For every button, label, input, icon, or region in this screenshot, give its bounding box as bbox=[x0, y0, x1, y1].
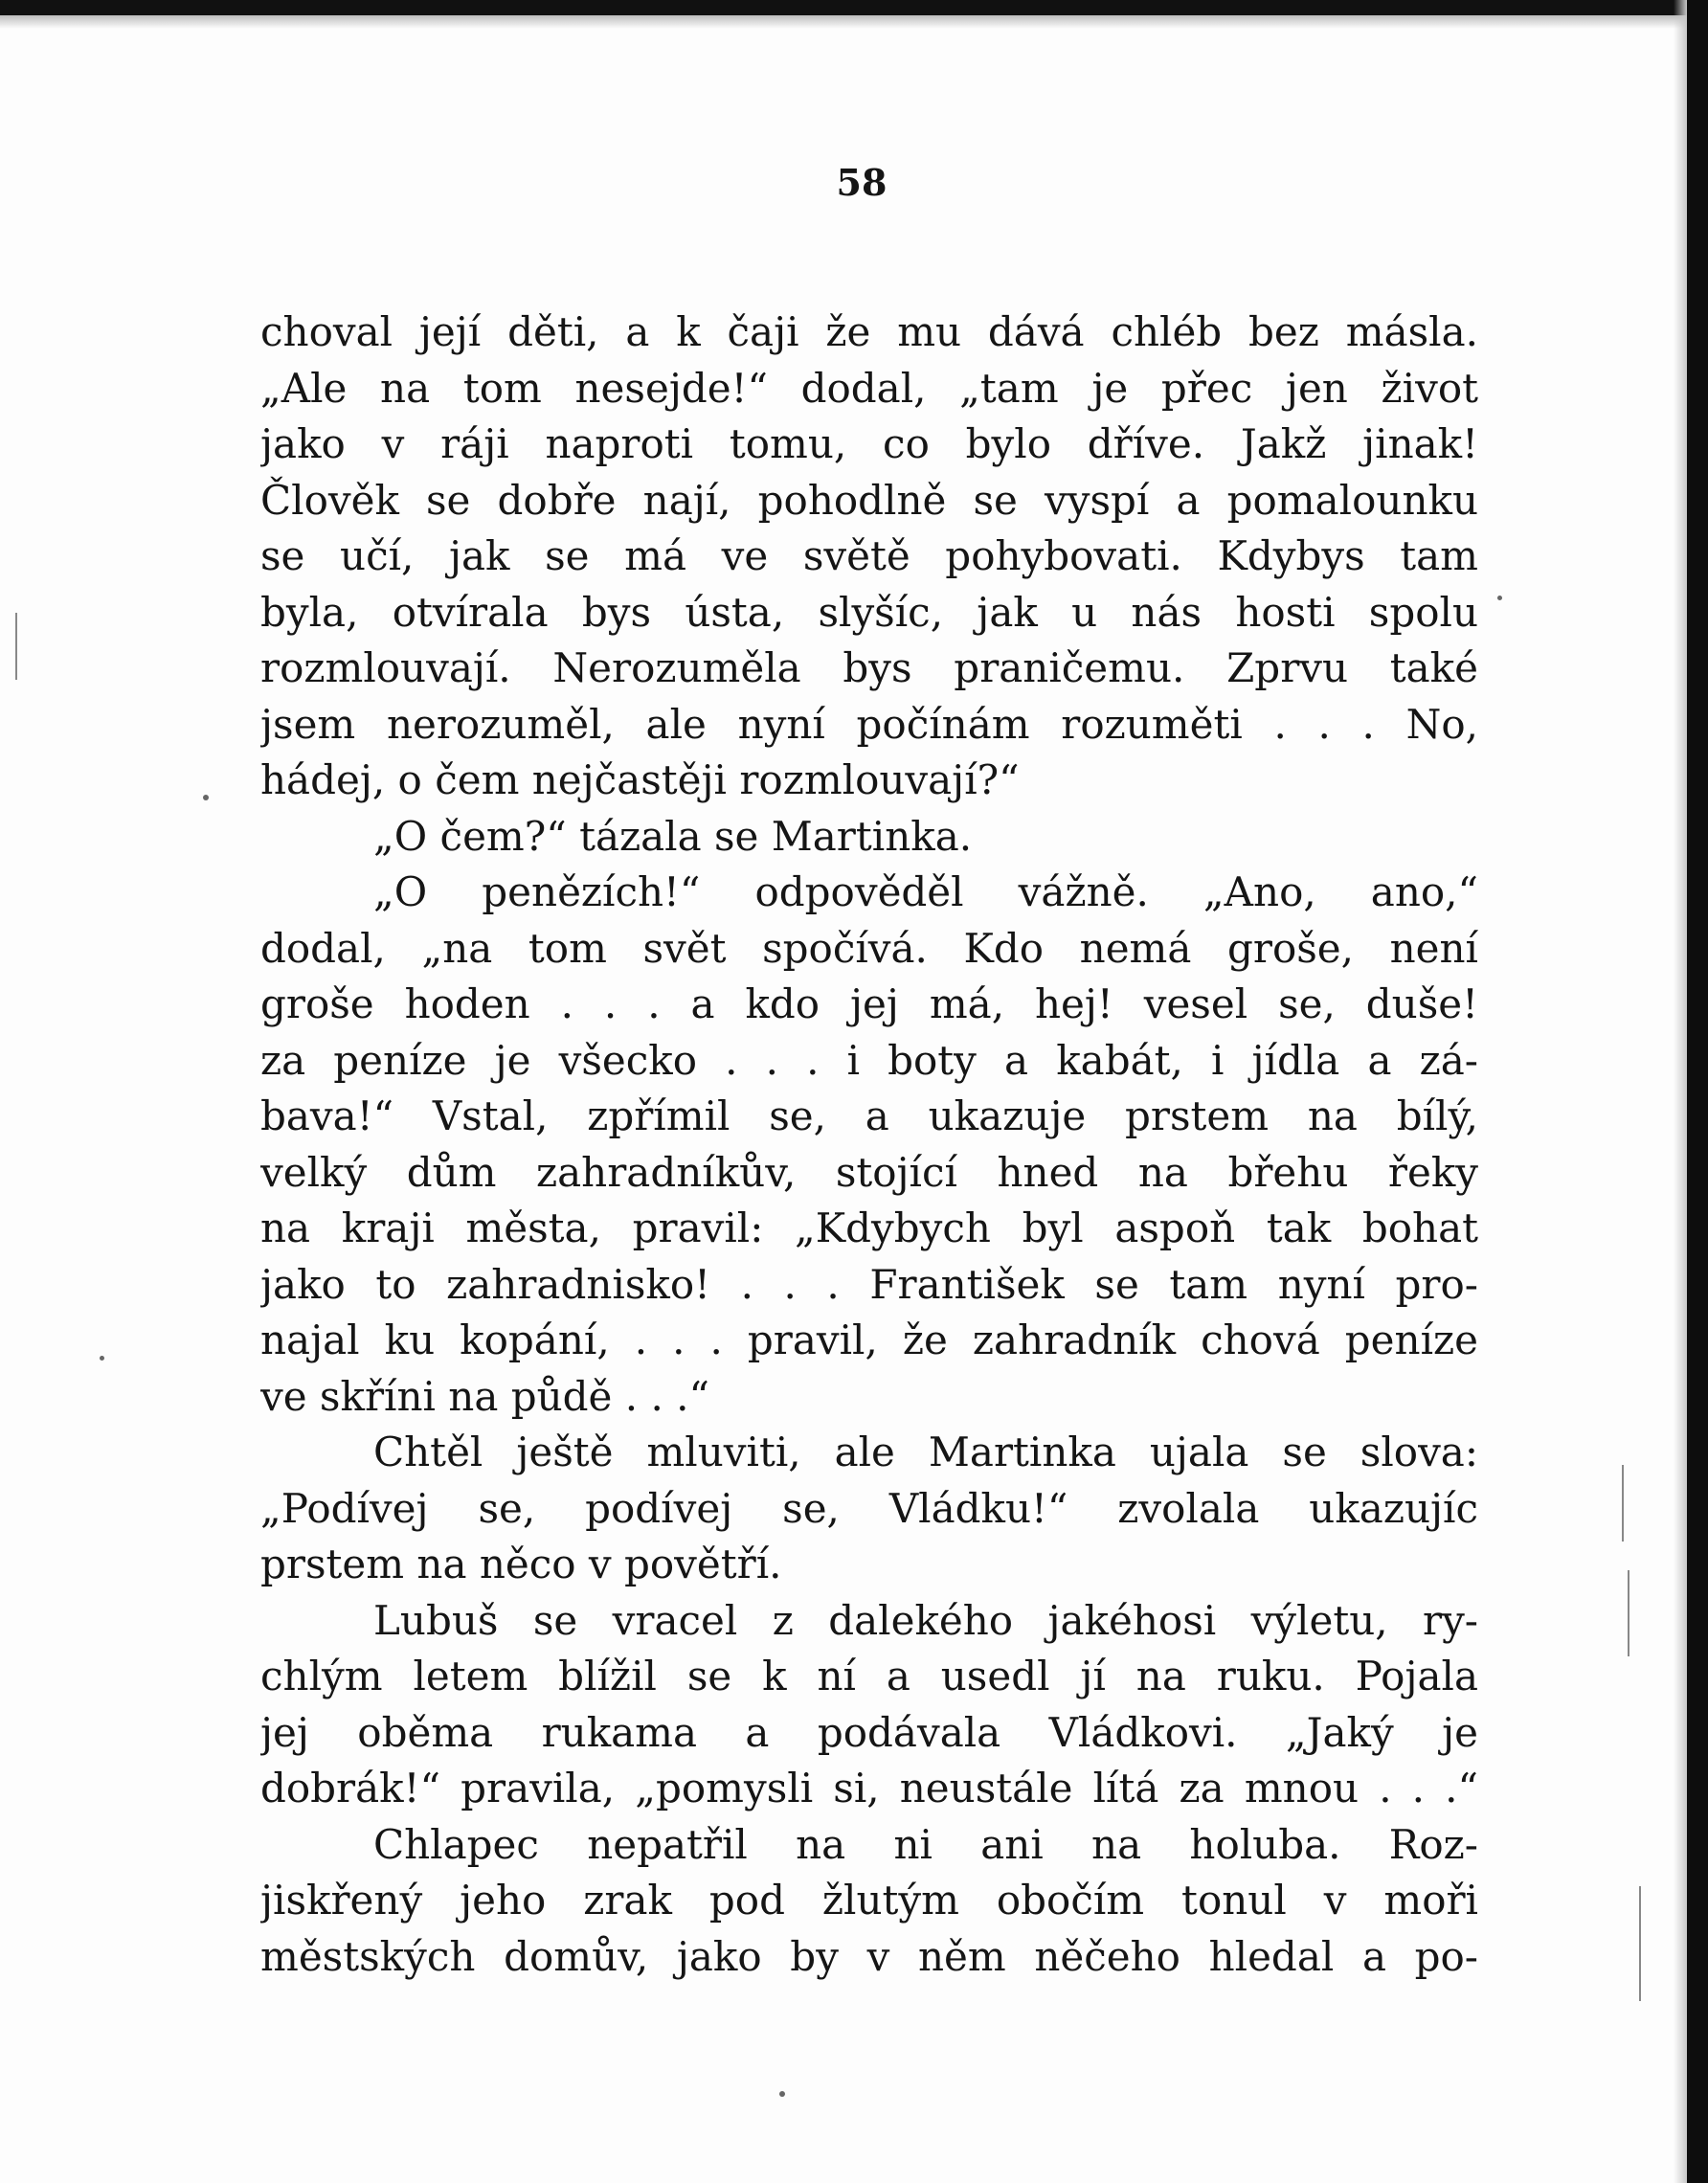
scan-top-shadow bbox=[0, 15, 1708, 29]
text-line: prstem na něco v povětří. bbox=[260, 1541, 782, 1587]
scan-speck bbox=[100, 1356, 104, 1361]
scan-margin-mark bbox=[1622, 1465, 1624, 1542]
text-line: groše hoden . . . a kdo jej má, hej! vesel se, duše! bbox=[260, 980, 1478, 1027]
scan-margin-mark bbox=[1628, 1570, 1629, 1656]
text-line: městských domův, jako by v něm něčeho hledal a po- bbox=[260, 1932, 1478, 1980]
text-line: choval její děti, a k čaji že mu dává chléb bez másla. bbox=[260, 308, 1478, 355]
scan-right-shadow bbox=[1674, 0, 1687, 2183]
scan-margin-mark bbox=[15, 613, 17, 680]
text-line: za peníze je všecko . . . i boty a kabát, i jídla a zá- bbox=[260, 1036, 1478, 1084]
text-line: bava!“ Vstal, zpřímil se, a ukazuje prstem na bílý, bbox=[260, 1092, 1478, 1139]
scan-right-border bbox=[1687, 0, 1708, 2183]
text-line: „O penězích!“ odpověděl vážně. „Ano, ano,“ bbox=[373, 868, 1478, 915]
text-line: byla, otvírala bys ústa, slyšíc, jak u nás hosti spolu bbox=[260, 588, 1478, 636]
scan-top-border bbox=[0, 0, 1708, 15]
text-line: jiskřený jeho zrak pod žlutým obočím tonul v moři bbox=[260, 1877, 1478, 1924]
text-line: dodal, „na tom svět spočívá. Kdo nemá groše, není bbox=[260, 924, 1478, 972]
text-line: jej oběma rukama a podávala Vládkovi. „Jaký je bbox=[260, 1708, 1478, 1756]
page-number: 58 bbox=[836, 161, 888, 204]
body-text bbox=[260, 304, 1478, 1985]
text-line: hádej, o čem nejčastěji rozmlouvají?“ bbox=[260, 756, 1020, 803]
text-line: Chlapec nepatřil na ni ani na holuba. Roz- bbox=[373, 1820, 1478, 1868]
text-line: „O čem?“ tázala se Martinka. bbox=[373, 812, 973, 860]
scan-speck bbox=[203, 795, 209, 800]
text-line: „Podívej se, podívej se, Vládku!“ zvolala ukazujíc bbox=[260, 1484, 1478, 1532]
text-line: rozmlouvají. Nerozuměla bys praničemu. Zprvu také bbox=[260, 644, 1478, 691]
text-line: chlým letem blížil se k ní a usedl jí na ruku. Pojala bbox=[260, 1653, 1478, 1699]
text-line: Chtěl ještě mluviti, ale Martinka ujala se slova: bbox=[373, 1429, 1478, 1475]
text-line: dobrák!“ pravila, „pomysli si, neustále lítá za mnou . . .“ bbox=[260, 1765, 1478, 1812]
scan-speck bbox=[1497, 596, 1502, 600]
text-line: Lubuš se vracel z dalekého jakéhosi výletu, ry- bbox=[373, 1596, 1478, 1644]
text-line: najal ku kopání, . . . pravil, že zahradník chová peníze bbox=[260, 1317, 1478, 1363]
text-line: se učí, jak se má ve světě pohybovati. Kdybys tam bbox=[260, 532, 1478, 579]
text-line: „Ale na tom nesejde!“ dodal, „tam je přec jen život bbox=[260, 364, 1478, 412]
text-line: jako v ráji naproti tomu, co bylo dříve. Jakž jinak! bbox=[260, 420, 1478, 467]
text-line: ve skříni na půdě . . .“ bbox=[260, 1372, 709, 1420]
text-line: na kraji města, pravil: „Kdybych byl aspoň tak bohat bbox=[260, 1204, 1478, 1251]
scan-speck bbox=[779, 2091, 785, 2097]
text-line: Člověk se dobře nají, pohodlně se vyspí a pomalounku bbox=[260, 476, 1478, 524]
text-line: velký dům zahradníkův, stojící hned na břehu řeky bbox=[260, 1148, 1478, 1196]
scan-margin-mark bbox=[1639, 1886, 1641, 2001]
text-line: jsem nerozuměl, ale nyní počínám rozuměti . . . No, bbox=[260, 700, 1478, 748]
text-line: jako to zahradnisko! . . . František se tam nyní pro- bbox=[260, 1260, 1478, 1308]
